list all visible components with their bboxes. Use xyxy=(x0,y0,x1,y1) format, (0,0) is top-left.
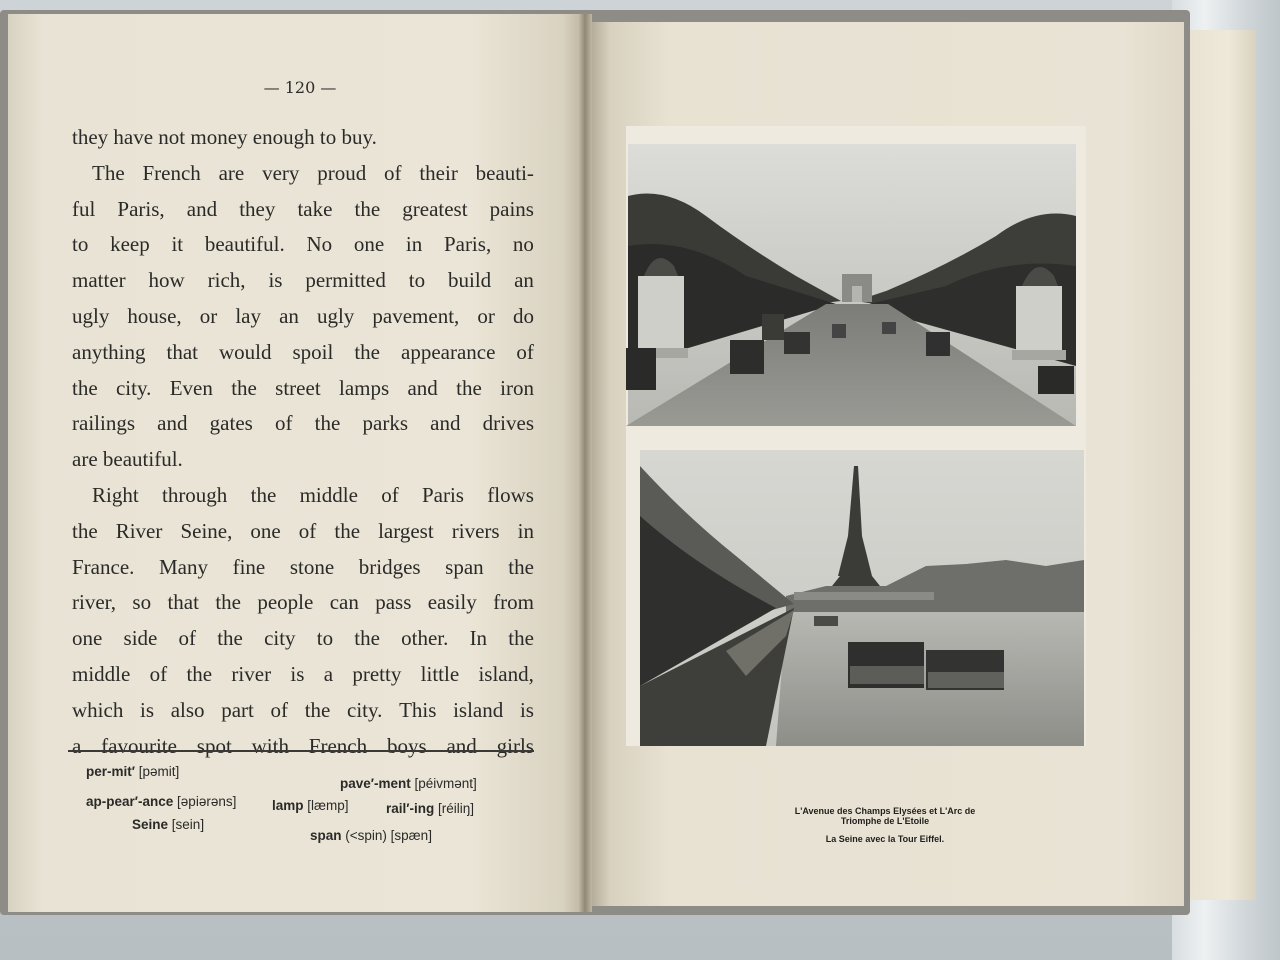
word: River xyxy=(115,518,163,543)
word: largest xyxy=(378,518,434,543)
vocab-word: ap-pear′-ance xyxy=(86,794,174,809)
word: the xyxy=(72,518,98,543)
word: city. xyxy=(115,375,152,400)
word: bridges xyxy=(358,554,421,579)
text-line xyxy=(72,335,534,371)
word: and xyxy=(407,375,438,400)
text-line xyxy=(72,657,534,693)
word: greatest xyxy=(402,196,468,221)
text-line xyxy=(72,621,534,657)
word: In xyxy=(469,626,488,651)
word: of xyxy=(178,626,197,651)
word: from xyxy=(493,590,534,615)
text-line xyxy=(72,585,534,621)
word: No xyxy=(306,232,333,257)
word: ugly xyxy=(316,303,355,328)
word: very xyxy=(262,160,300,185)
word: and xyxy=(157,411,188,436)
word: middle xyxy=(72,661,131,686)
vocab-word: lamp xyxy=(272,798,304,813)
word: in xyxy=(517,518,534,543)
word: the xyxy=(508,554,534,579)
word: of xyxy=(516,339,534,364)
footnote-rule xyxy=(68,750,534,752)
word: island xyxy=(453,697,504,722)
word: an xyxy=(514,268,534,293)
page-edge-strip xyxy=(1185,30,1256,900)
word: the xyxy=(186,661,213,686)
word: no xyxy=(512,232,534,257)
text-line: are beautiful. xyxy=(72,447,183,472)
word: spoil xyxy=(292,339,334,364)
vocab-appearance xyxy=(86,794,236,809)
word: is xyxy=(519,697,534,722)
word: are xyxy=(218,160,245,185)
word: of xyxy=(381,482,399,507)
word: that xyxy=(167,590,199,615)
vocab-seine xyxy=(132,817,204,832)
word: city xyxy=(264,626,296,651)
word: The xyxy=(92,160,125,185)
word: matter xyxy=(72,268,126,293)
word: would xyxy=(219,339,272,364)
word: little xyxy=(420,661,460,686)
word: drives xyxy=(482,411,534,436)
word: of xyxy=(384,160,402,185)
word: iron xyxy=(500,375,534,400)
word: and xyxy=(430,411,461,436)
caption-top-line-1: L'Avenue des Champs Elysées et L'Arc de xyxy=(794,806,976,816)
word: an xyxy=(279,303,299,328)
text-line xyxy=(72,192,534,228)
word: appearance xyxy=(401,339,496,364)
word: city. xyxy=(347,697,383,722)
word: Right xyxy=(92,482,139,507)
vocab-word: per-mit′ xyxy=(86,764,135,779)
word: one xyxy=(250,518,281,543)
word: the xyxy=(304,697,331,722)
photo-captions xyxy=(740,806,1030,844)
word: how xyxy=(148,268,185,293)
word: street xyxy=(275,375,321,400)
word: so xyxy=(132,590,152,615)
word: the xyxy=(354,196,381,221)
word: railings xyxy=(72,411,135,436)
word: to xyxy=(72,232,89,257)
word: build xyxy=(448,268,492,293)
word: pains xyxy=(489,196,534,221)
word: gates xyxy=(209,411,253,436)
vocab-ipa: [réiliŋ] xyxy=(438,801,475,816)
word: Paris, xyxy=(117,196,165,221)
word: that xyxy=(166,339,198,364)
text-line xyxy=(72,371,534,407)
photo-seine-eiffel-tower xyxy=(626,436,1086,746)
word: favourite xyxy=(101,733,177,758)
word: Many xyxy=(158,554,208,579)
word: stone xyxy=(289,554,335,579)
vocab-word: rail′-ing xyxy=(386,801,435,816)
word: their xyxy=(419,160,458,185)
word: the xyxy=(72,375,98,400)
vocab-word: span xyxy=(310,828,342,843)
vocab-ipa: (<spin) [spæn] xyxy=(345,828,432,843)
text-line xyxy=(72,693,534,729)
word: to xyxy=(316,626,334,651)
page-number: — 120 — xyxy=(263,78,337,97)
word: take xyxy=(297,196,333,221)
word: flows xyxy=(487,482,534,507)
word: the xyxy=(215,590,241,615)
word: This xyxy=(399,697,437,722)
word: which xyxy=(72,697,124,722)
word: the xyxy=(314,411,341,436)
word: or xyxy=(477,303,495,328)
word: a xyxy=(323,661,334,686)
book-gutter xyxy=(578,14,592,912)
text-line xyxy=(72,156,534,192)
word: spot xyxy=(196,733,232,758)
word: people xyxy=(257,590,314,615)
word: part xyxy=(221,697,254,722)
word: rich, xyxy=(207,268,246,293)
word: anything xyxy=(72,339,146,364)
word: can xyxy=(329,590,359,615)
word: France. xyxy=(72,554,135,579)
word: do xyxy=(512,303,534,328)
word: French xyxy=(142,160,201,185)
word: house, xyxy=(127,303,182,328)
word: ful xyxy=(72,196,96,221)
word: they xyxy=(239,196,276,221)
text-line xyxy=(72,729,534,765)
word: the xyxy=(354,626,380,651)
word: in xyxy=(405,232,423,257)
word: pretty xyxy=(352,661,402,686)
word: parks xyxy=(362,411,408,436)
word: of xyxy=(275,411,293,436)
text-line xyxy=(72,406,534,442)
word: the xyxy=(334,518,361,543)
word: Paris xyxy=(421,482,464,507)
word: lamps xyxy=(338,375,390,400)
word: through xyxy=(161,482,228,507)
word: beauti- xyxy=(475,160,534,185)
vocab-permit xyxy=(86,764,179,779)
word: the xyxy=(354,339,380,364)
word: of xyxy=(149,661,168,686)
word: to xyxy=(408,268,426,293)
word: the xyxy=(250,482,277,507)
word: permitted xyxy=(305,268,386,293)
word: the xyxy=(231,375,257,400)
text-line xyxy=(72,299,534,335)
word: one xyxy=(353,232,385,257)
word: Paris, xyxy=(443,232,492,257)
word: of xyxy=(298,518,317,543)
vocab-word: pave′-ment xyxy=(340,776,411,791)
word: ugly xyxy=(72,303,110,328)
text-line xyxy=(72,227,534,263)
word: Even xyxy=(169,375,213,400)
word: it xyxy=(171,232,184,257)
vocab-pavement xyxy=(340,776,477,791)
word: of xyxy=(270,697,289,722)
caption-bottom: La Seine avec la Tour Eiffel. xyxy=(825,834,945,844)
vocab-ipa: [læmp] xyxy=(307,798,349,813)
word: easily xyxy=(427,590,477,615)
word: also xyxy=(170,697,205,722)
word: lay xyxy=(235,303,261,328)
word: and xyxy=(446,733,477,758)
vocab-ipa: [sein] xyxy=(171,817,205,832)
word: keep xyxy=(110,232,150,257)
word: rivers xyxy=(451,518,500,543)
text-line xyxy=(72,263,534,299)
word: French xyxy=(308,733,368,758)
word: girls xyxy=(496,733,534,758)
word: boys xyxy=(386,733,427,758)
word: one xyxy=(72,626,103,651)
word: is xyxy=(140,697,155,722)
vocab-ipa: [péivmənt] xyxy=(414,776,477,791)
word: pavement, xyxy=(372,303,460,328)
body-text xyxy=(72,120,534,764)
photo-champs-elysees xyxy=(626,126,1086,436)
vocab-ipa: [əpiərəns] xyxy=(177,794,237,809)
word: river xyxy=(231,661,272,686)
word: or xyxy=(199,303,218,328)
word: is xyxy=(268,268,283,293)
vocab-lamp xyxy=(272,798,349,813)
word: with xyxy=(251,733,289,758)
word: the xyxy=(217,626,243,651)
word: beautiful. xyxy=(204,232,285,257)
word: island, xyxy=(478,661,534,686)
word: side xyxy=(123,626,158,651)
word: the xyxy=(456,375,482,400)
word: river, xyxy=(72,590,117,615)
word: a xyxy=(72,733,82,758)
text-line: they have not money enough to buy. xyxy=(72,125,377,149)
text-line xyxy=(72,514,534,550)
text-line xyxy=(72,550,534,586)
word: the xyxy=(508,626,534,651)
word: other. xyxy=(401,626,449,651)
word: is xyxy=(290,661,305,686)
text-line xyxy=(72,478,534,514)
vocab-ipa: [pəmit] xyxy=(138,764,180,779)
word: middle xyxy=(299,482,358,507)
vocab-word: Seine xyxy=(132,817,169,832)
vocab-span xyxy=(310,828,432,843)
word: fine xyxy=(232,554,266,579)
word: span xyxy=(445,554,484,579)
word: and xyxy=(186,196,218,221)
word: proud xyxy=(317,160,367,185)
caption-top-line-2: Triomphe de L'Etoile xyxy=(840,816,930,826)
word: pass xyxy=(375,590,412,615)
vocab-railing xyxy=(386,801,474,816)
word: Seine, xyxy=(180,518,233,543)
